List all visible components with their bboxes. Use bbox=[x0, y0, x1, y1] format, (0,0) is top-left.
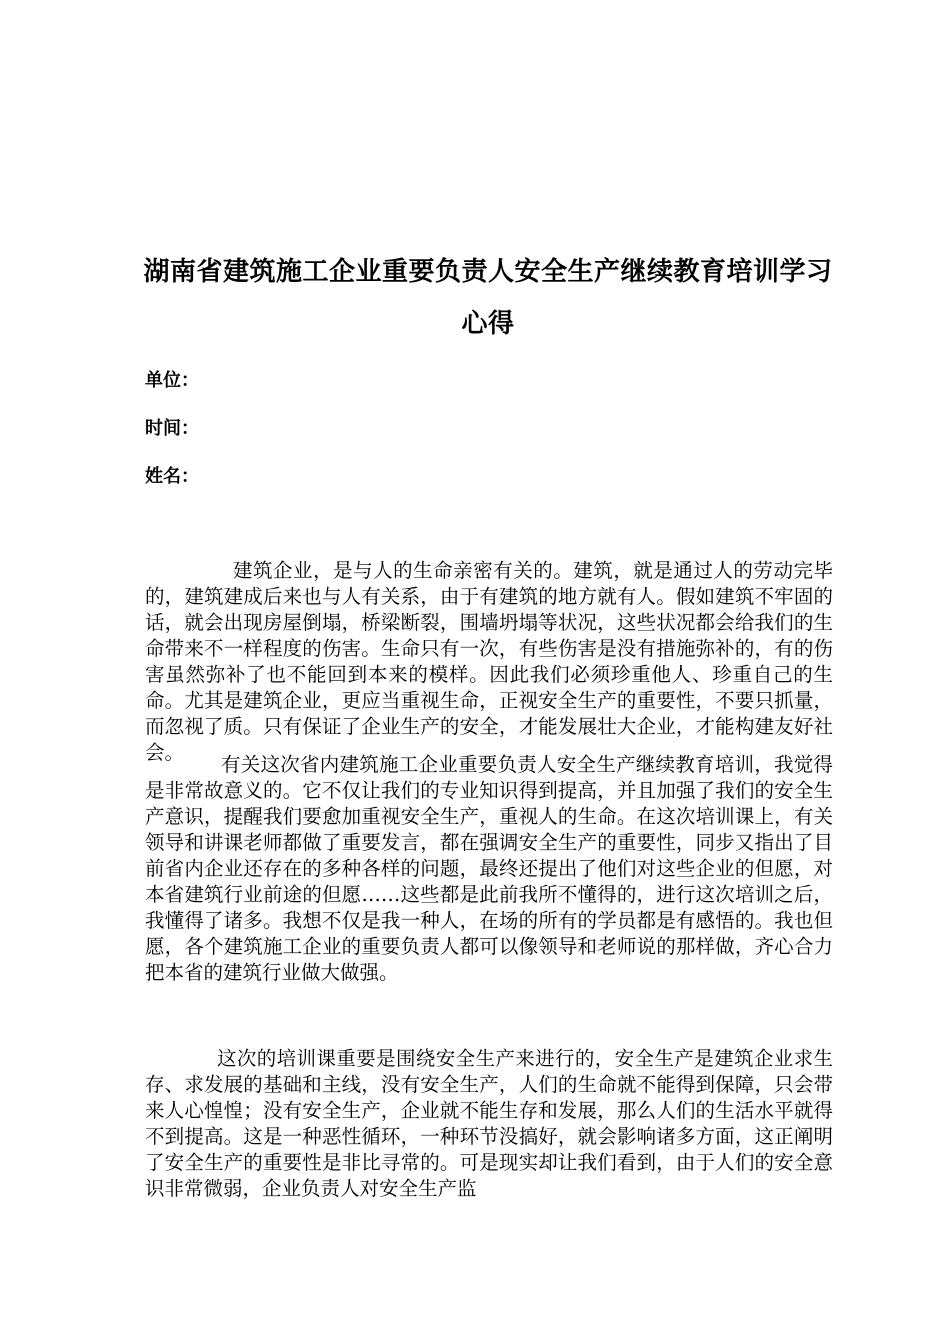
document-title: 湖南省建筑施工企业重要负责人安全生产继续教育培训学习心得 bbox=[143, 257, 833, 339]
time-field-label: 时间： bbox=[145, 418, 199, 439]
body-paragraph-2: 有关这次省内建筑施工企业重要负责人安全生产继续教育培训，我觉得是非常故意义的。它不仅让我们的专业知识得到提高，并且加强了我们的安全生产意识，提醒我们要愈加重视安全生产，重视人的生命。在这次培训课上，有关领导和讲课老师都做了重要发言，都在强调安全生产的重要性，同步又指出了目前省内企业还存在的多种各样的问题，最终还提出了他们对这些企业的但愿，对本省建筑行业前途的但愿……这些都是此前我所不懂得的，进行这次培训之后，我懂得了诸多。我想不仅是我一种人，在场的所有的学员都是有感悟的。我也但愿，各个建筑施工企业的重要负责人都可以像领导和老师说的那样做，齐心合力把本省的建筑行业做大做强。 bbox=[145, 753, 833, 984]
name-field-label: 姓名： bbox=[145, 466, 199, 487]
body-paragraph-1: 建筑企业，是与人的生命亲密有关的。建筑，就是通过人的劳动完毕的，建筑建成后来也与人有关系，由于有建筑的地方就有人。假如建筑不牢固的话，就会出现房屋倒塌，桥梁断裂，围墙坍塌等状况，这些状况都会给我们的生命带来不一样程度的伤害。生命只有一次，有些伤害是没有措施弥补的，有的伤害虽然弥补了也不能回到本来的模样。因此我们必须珍重他人、珍重自己的生命。尤其是建筑企业，更应当重视生命，正视安全生产的重要性，不要只抓量，而忽视了质。只有保证了企业生产的安全，才能发展壮大企业，才能构建友好社会。 bbox=[145, 559, 833, 764]
body-paragraph-3: 这次的培训课重要是围绕安全生产来进行的，安全生产是建筑企业求生存、求发展的基础和主线，没有安全生产，人们的生命就不能得到保障，只会带来人心惶惶；没有安全生产，企业就不能生存和发展，那么人们的生活水平就得不到提高。这是一种恶性循环，一种环节没搞好，就会影响诸多方面，这正阐明了安全生产的重要性是非比寻常的。可是现实却让我们看到，由于人们的安全意识非常微弱，企业负责人对安全生产监 bbox=[145, 1047, 833, 1200]
unit-field-label: 单位： bbox=[145, 370, 199, 391]
